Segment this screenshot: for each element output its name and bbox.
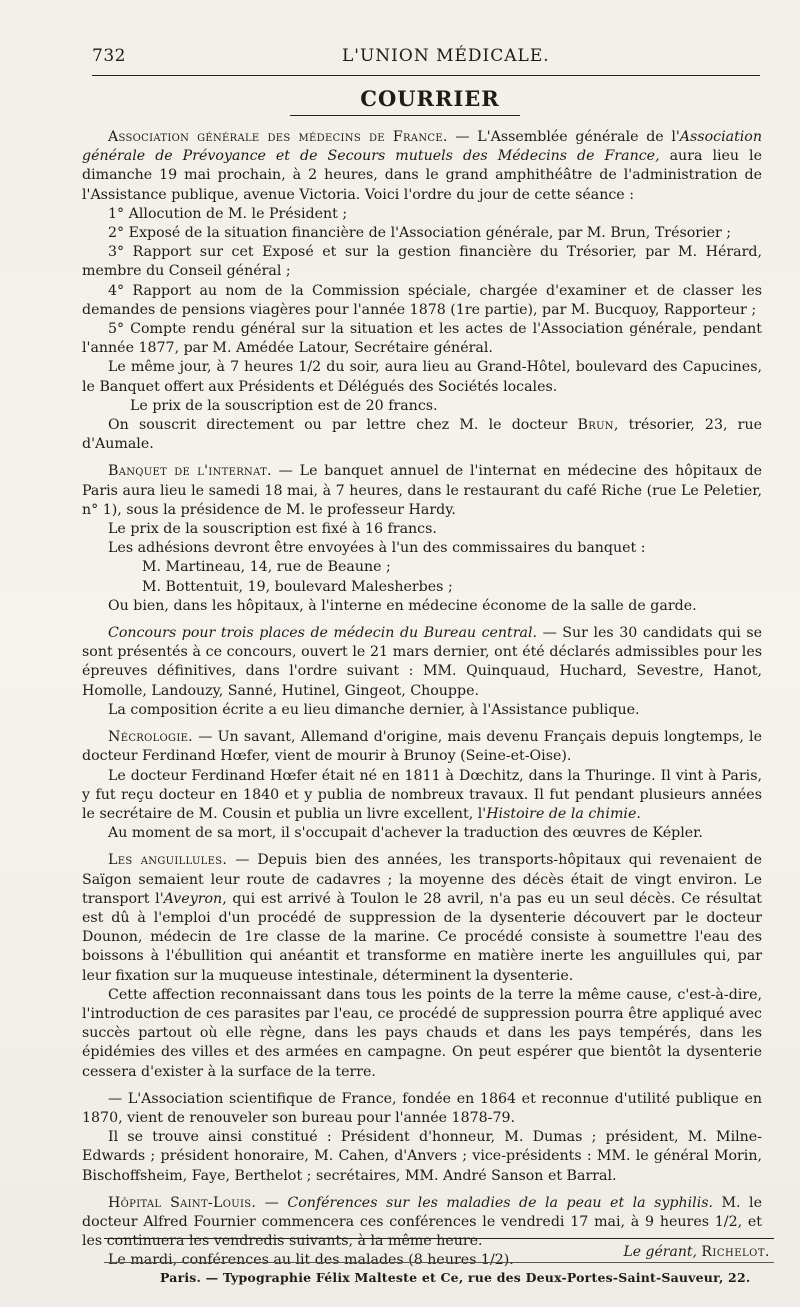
title-rule xyxy=(290,115,520,116)
paragraph-price-2: Le prix de la souscription est fixé à 16 francs. xyxy=(108,521,437,538)
agenda-item-1: 1° Allocution de M. le Président ; xyxy=(108,205,348,222)
paragraph-anguillules xyxy=(82,851,762,985)
text: M. le docteur Alfred Fournier commencera ces conférences le vendredi 17 mai, à 9 heures 1/2, et les continuera les vendredis suivants, à la même heure. xyxy=(82,1194,762,1250)
text: — L'Assemblée générale de l' xyxy=(447,129,680,145)
paragraph-association xyxy=(82,128,762,205)
page-number: 732 xyxy=(92,46,126,66)
paragraph-anguillules-2: Cette affection reconnaissant dans tous les points de la terre la même cause, c'est-à-dire, l'introduction de ces parasites par l'eau, ce procédé de suppression pourra être appliqué avec succès partout où elle règne, dans les pays chauds et dans les pays tempérés, dans les épidémies des villes et des armées en campagne. On peut espérer que bientôt la dysenterie cessera d'exister à la surface de la terre. xyxy=(82,986,762,1080)
text: — Un savant, Allemand d'origine, mais devenu Français depuis longtemps, le docteur Ferdinand Hœfer, vient de mourir à Brunoy (Seine-et-Oise). xyxy=(82,729,762,765)
name-text: Brun xyxy=(577,417,614,434)
agenda-item-5: 5° Compte rendu général sur la situation et les actes de l'Association générale, pendant l'année 1877, par M. Amédée Latour, Secrétaire général. xyxy=(82,321,762,357)
running-header xyxy=(92,44,780,72)
text: Le docteur Ferdinand Hœfer était né en 1811 à Dœchitz, dans la Thuringe. Il vint à Paris, y fut reçu docteur en 1840 et y publia de nombreux travaux. Il fut pendant plusieurs années le secrétaire de M. Cousin et publia un livre excellent, l' xyxy=(82,767,762,822)
paragraph-subscribe xyxy=(82,416,762,454)
article-body xyxy=(82,128,762,1271)
italic-text: Association générale de Prévoyance et de Secours mutuels des Médecins de France, xyxy=(82,129,762,165)
commissioner-2: M. Bottentuit, 19, boulevard Malesherbes ; xyxy=(142,578,453,595)
lead-association: Association générale des médecins de France. xyxy=(108,129,448,145)
signature-name: Richelot. xyxy=(701,1244,770,1260)
paragraph-composition: La composition écrite a eu lieu dimanche dernier, à l'Assistance publique. xyxy=(108,701,640,718)
section-title: COURRIER xyxy=(360,86,500,111)
paragraph-association-scientifique: — L'Association scientifique de France, fondée en 1864 et reconnue d'utilité publique en 1870, vient de renouveler son bureau pour l'année 1878-79. xyxy=(82,1090,762,1126)
printer-imprint: Paris. — Typographie Félix Malteste et Ce, rue des Deux-Portes-Saint-Sauveur, 22. xyxy=(160,1270,751,1285)
lead-concours: Concours pour trois places de médecin du Bureau central. xyxy=(108,625,538,642)
text: — xyxy=(256,1194,288,1211)
paragraph-adhesions: Les adhésions devront être envoyées à l'un des commissaires du banquet : xyxy=(108,540,646,557)
agenda-item-3: 3° Rapport sur cet Exposé et sur la gestion financière du Trésorier, par M. Hérard, membre du Conseil général ; xyxy=(82,244,762,280)
lead-internat: Banquet de l'internat. xyxy=(108,463,272,480)
text: , qui est arrivé à Toulon le 28 avril, n'a pas eu un seul décès. Ce résultat est dû à l'emploi d'un procédé de suppression de la dysenterie découvert par le docteur Dounon, médecin de 1re classe de la marine. Ce procédé consiste à soumettre l'eau des boissons à l'ébullition qui anéantit et transforme en matière inerte les anguillules qui, par leur fixation sur la muqueuse intestinale, déterminent la dysenterie. xyxy=(82,890,762,984)
paragraph-internat xyxy=(82,462,762,520)
footer-rule xyxy=(104,1238,774,1239)
commissioner-1: M. Martineau, 14, rue de Beaune ; xyxy=(142,559,391,576)
agenda-item-2: 2° Exposé de la situation financière de l'Association générale, par M. Brun, Trésorier ; xyxy=(108,225,732,242)
paragraph-bureau: Il se trouve ainsi constitué : Président d'honneur, M. Dumas ; président, M. Milne-Edwards ; président honoraire, M. Cahen, d'Anvers ; vice-présidents : MM. le général Morin, Bischoffsheim, Faye, Berthelot ; secrétaires, MM. André Sanson et Barral. xyxy=(82,1129,762,1184)
paragraph-price: Le prix de la souscription est de 20 francs. xyxy=(130,397,438,414)
paragraph-banquet: Le même jour, à 7 heures 1/2 du soir, aura lieu au Grand-Hôtel, boulevard des Capucines, le Banquet offert aux Présidents et Délégués des Sociétés locales. xyxy=(82,359,762,395)
text: — Depuis bien des années, les transports-hôpitaux qui revenaient de Saïgon semaient leur route de cadavres ; la moyenne des décès était de vingt environ. Le transport l' xyxy=(82,852,762,907)
lead-anguillules: Les anguillules. xyxy=(108,852,228,869)
lead-necrologie: Nécrologie. xyxy=(108,729,193,746)
paragraph-hopital-saint-louis xyxy=(82,1194,762,1252)
signature-role: Le gérant, xyxy=(623,1244,697,1260)
agenda-item-4: 4° Rapport au nom de la Commission spéciale, chargée d'examiner et de classer les demandes de pensions viagères pour l'année 1878 (1re partie), par M. Bucquoy, Rapporteur ; xyxy=(82,282,762,318)
paragraph-interne: Ou bien, dans les hôpitaux, à l'interne en médecine économe de la salle de garde. xyxy=(108,597,697,614)
lead-hopital: Hôpital Saint-Louis. xyxy=(108,1194,257,1211)
italic-text: Conférences sur les maladies de la peau et la syphilis. xyxy=(287,1194,714,1211)
paragraph-concours xyxy=(82,624,762,701)
imprint-rule xyxy=(104,1262,774,1263)
paragraph-hoefer xyxy=(82,767,762,825)
text: On souscrit directement ou par lettre chez M. le docteur xyxy=(108,417,578,434)
text: , trésorier, 23, rue d'Aumale. xyxy=(82,417,762,453)
text: . xyxy=(636,805,641,822)
header-rule xyxy=(92,75,760,76)
paragraph-kepler: Au moment de sa mort, il s'occupait d'achever la traduction des œuvres de Képler. xyxy=(108,825,703,842)
text: — Le banquet annuel de l'internat en médecine des hôpitaux de Paris aura lieu le samedi 18 mai, à 7 heures, dans le restaurant du café Riche (rue Le Peletier, n° 1), sous la présidence de M. le professeur Hardy. xyxy=(82,463,763,518)
signature xyxy=(624,1244,771,1260)
paragraph-necrologie xyxy=(82,728,762,766)
italic-text: Aveyron xyxy=(163,890,223,907)
paragraph-mardi: Le mardi, conférences au lit des malades (8 heures 1/2). xyxy=(108,1252,514,1269)
text: aura lieu le dimanche 19 mai prochain, à 2 heures, dans le grand amphithéâtre de l'administration de l'Assistance publique, avenue Victoria. Voici l'ordre du jour de cette séance : xyxy=(82,148,762,203)
journal-title: L'UNION MÉDICALE. xyxy=(342,46,550,66)
text: — Sur les 30 candidats qui se sont présentés à ce concours, ouvert le 21 mars dernier, ont été déclarés admissibles pour les épreuves définitives, dans l'ordre suivant : MM. Quinquaud, Huchard, Sevestre, Hanot, Homolle, Landouzy, Sanné, Hutinel, Gingeot, Chouppe. xyxy=(82,625,763,699)
italic-text: Histoire de la chimie xyxy=(486,805,637,822)
